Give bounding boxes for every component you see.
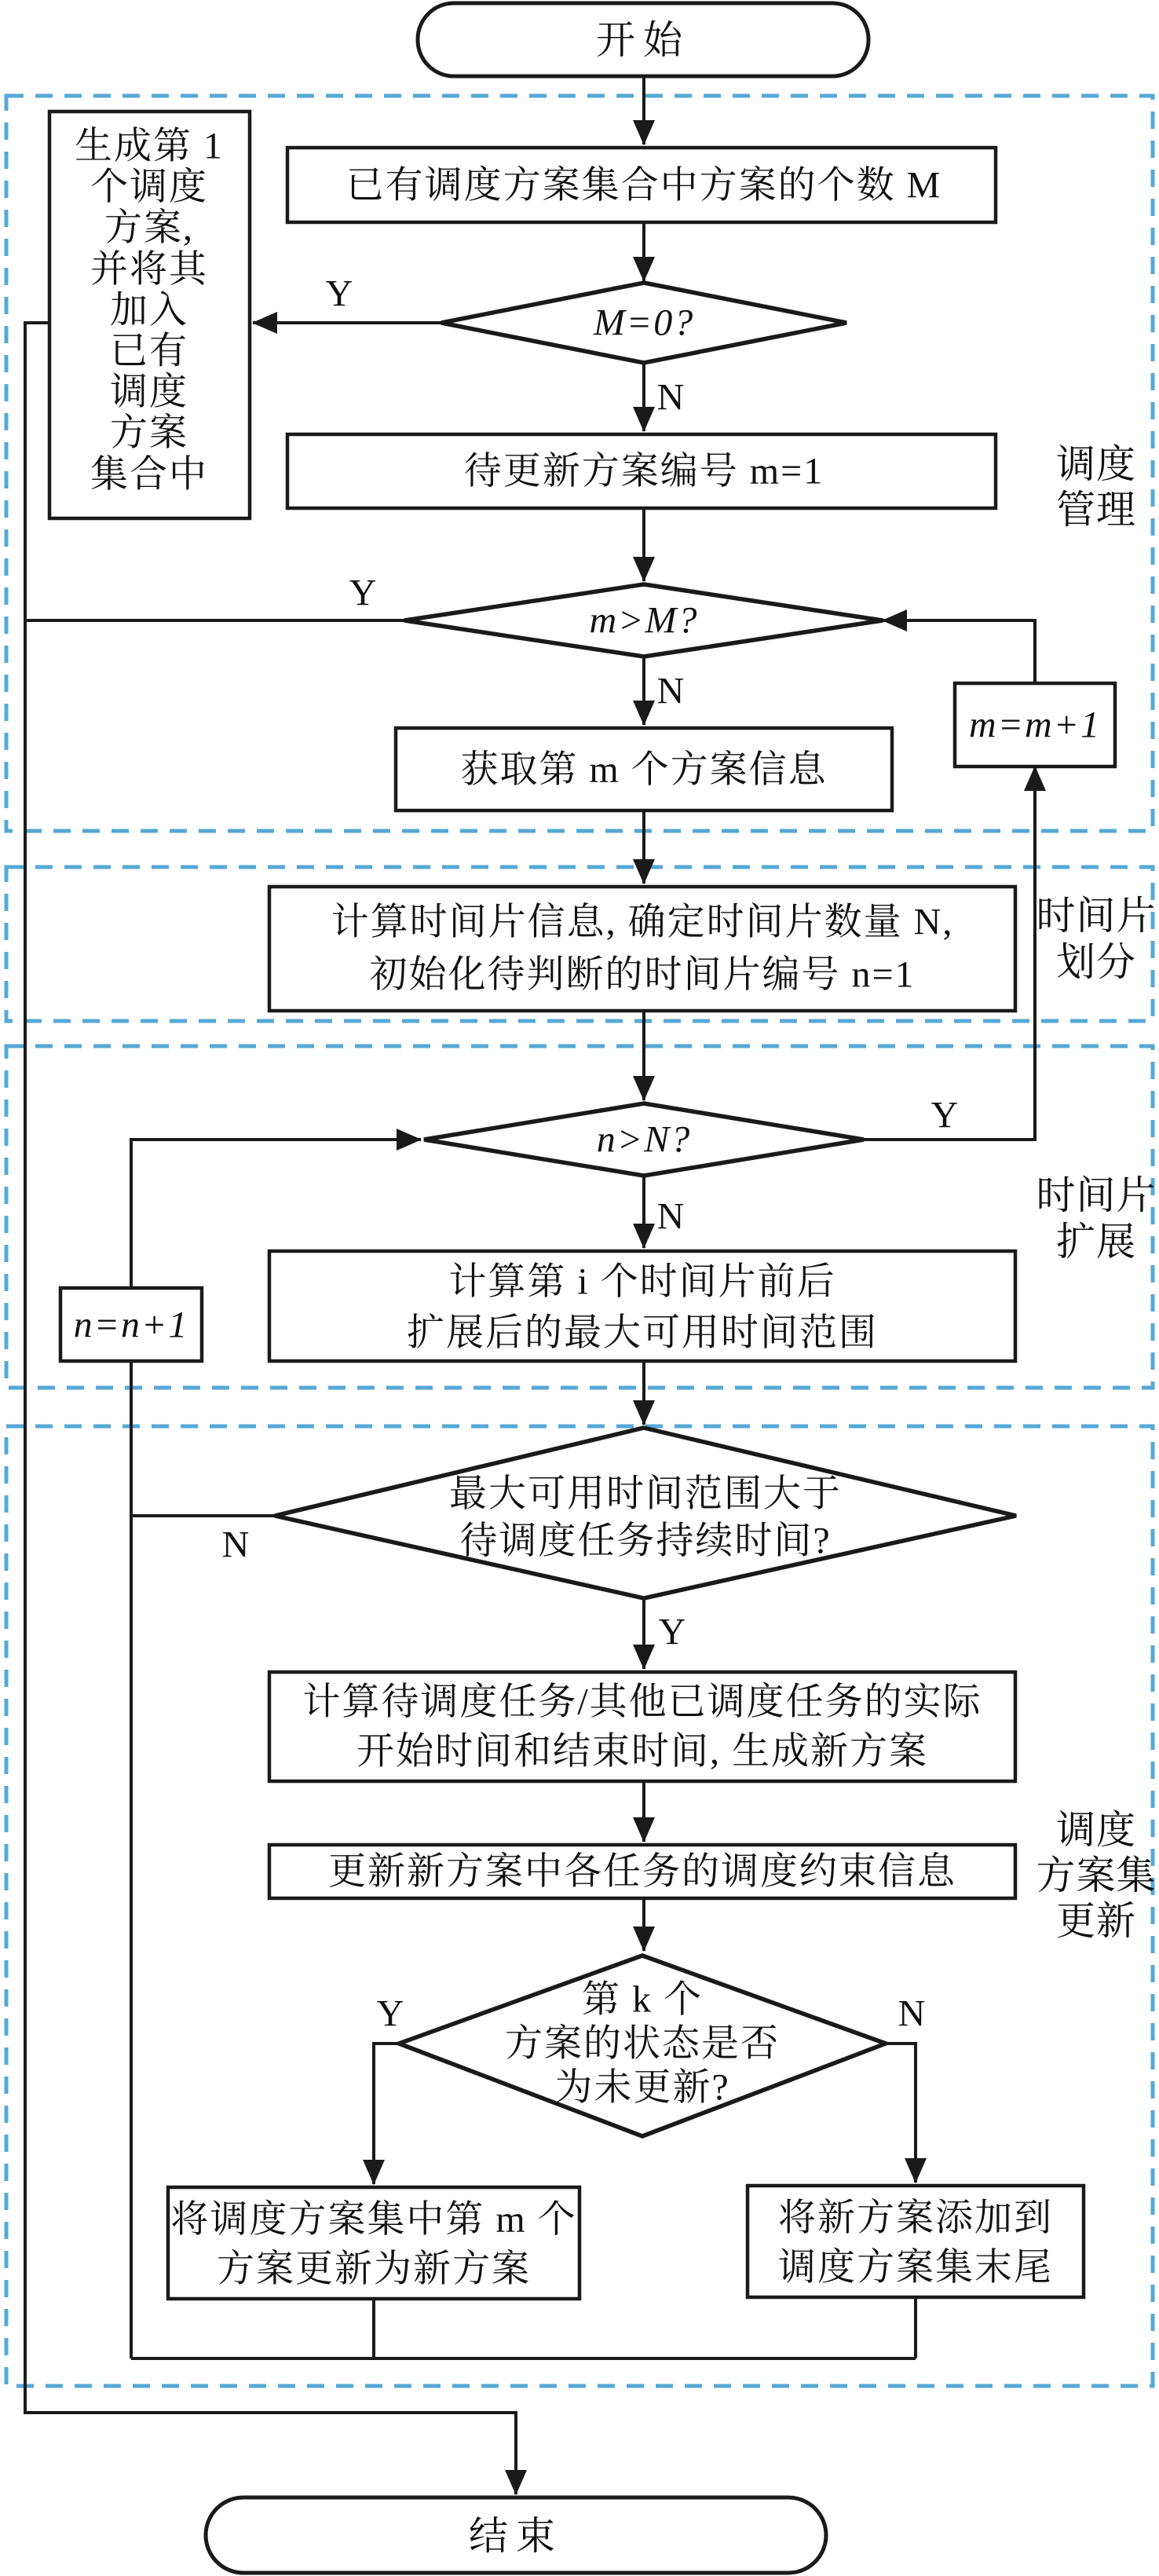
m0-diamond-label: M=0? <box>593 302 695 344</box>
svg-text:为未更新?: 为未更新? <box>554 2066 730 2109</box>
start-label: 开始 <box>596 18 690 62</box>
svg-text:将新方案添加到: 将新方案添加到 <box>777 2197 1054 2239</box>
svg-text:并将其: 并将其 <box>90 248 209 291</box>
get-box-label: 获取第 m 个方案信息 <box>460 748 828 791</box>
edge-label-m0-no: N <box>656 376 685 419</box>
edge-label-range-yes: Y <box>658 1611 686 1653</box>
section-label-time-slice-expansion <box>1037 1173 1157 1264</box>
section-label-scheduling-management <box>1056 442 1136 532</box>
svg-text:更新: 更新 <box>1056 1899 1136 1943</box>
end-label: 结束 <box>469 2514 563 2558</box>
svg-text:计算待调度任务/其他已调度任务的实际: 计算待调度任务/其他已调度任务的实际 <box>302 1681 982 1723</box>
edge-mm1-to-mM <box>883 620 1035 683</box>
svg-text:计算第 i 个时间片前后: 计算第 i 个时间片前后 <box>448 1261 836 1303</box>
svg-text:调度: 调度 <box>1056 1808 1136 1852</box>
svg-text:扩展后的最大可用时间范围: 扩展后的最大可用时间范围 <box>406 1312 879 1354</box>
edge-generate-to-end <box>25 323 516 2494</box>
section-labels <box>1037 442 1157 1943</box>
svg-text:方案集: 方案集 <box>1036 1853 1157 1897</box>
nn1-box-label: n=n+1 <box>73 1304 189 1346</box>
svg-text:第 k 个: 第 k 个 <box>581 1978 704 2021</box>
svg-text:个调度: 个调度 <box>90 166 209 208</box>
svg-text:方案,: 方案, <box>104 207 195 249</box>
svg-text:管理: 管理 <box>1056 488 1136 532</box>
nN-diamond-label: n>N? <box>596 1118 692 1161</box>
edge-label-nN-no: N <box>656 1195 685 1238</box>
edge-merge-to-feedback <box>131 2297 916 2358</box>
edge-label-k-yes: Y <box>376 1992 404 2035</box>
svg-text:扩展: 扩展 <box>1056 1220 1136 1264</box>
edge-label-range-no: N <box>221 1524 250 1566</box>
edge-k-no <box>886 2044 916 2183</box>
svg-text:已有: 已有 <box>109 330 189 372</box>
mM-diamond-label: m>M? <box>589 599 699 642</box>
svg-text:方案的状态是否: 方案的状态是否 <box>504 2022 781 2065</box>
svg-text:将调度方案集中第 m 个: 将调度方案集中第 m 个 <box>170 2198 577 2241</box>
svg-text:方案更新为新方案: 方案更新为新方案 <box>216 2248 532 2290</box>
mm1-box-label: m=m+1 <box>968 704 1102 746</box>
constraint-box-label: 更新新方案中各任务的调度约束信息 <box>327 1850 957 1893</box>
edge-label-m0-yes: Y <box>325 273 353 315</box>
svg-text:时间片: 时间片 <box>1036 1173 1157 1217</box>
svg-text:调度: 调度 <box>1056 442 1136 486</box>
svg-text:划分: 划分 <box>1056 940 1136 984</box>
svg-text:集合中: 集合中 <box>90 453 209 496</box>
count-box-label: 已有调度方案集合中方案的个数 M <box>346 164 942 207</box>
svg-text:最大可用时间范围大于: 最大可用时间范围大于 <box>448 1473 843 1515</box>
svg-text:方案: 方案 <box>109 412 189 454</box>
svg-text:待调度任务持续时间?: 待调度任务持续时间? <box>459 1520 832 1562</box>
svg-text:加入: 加入 <box>109 289 189 331</box>
svg-text:时间片: 时间片 <box>1036 894 1157 938</box>
edge-label-nN-yes: Y <box>930 1094 959 1136</box>
svg-text:调度: 调度 <box>109 371 189 413</box>
edge-label-k-no: N <box>898 1992 926 2035</box>
m1-box-label: 待更新方案编号 m=1 <box>463 450 824 492</box>
svg-text:调度方案集末尾: 调度方案集末尾 <box>777 2246 1054 2289</box>
edge-label-mM-yes: Y <box>349 572 377 614</box>
svg-text:开始时间和结束时间, 生成新方案: 开始时间和结束时间, 生成新方案 <box>356 1730 929 1773</box>
section-label-time-slice-division <box>1037 894 1157 984</box>
edge-k-yes <box>374 2044 399 2184</box>
edge-label-mM-no: N <box>656 670 685 712</box>
svg-text:生成第 1: 生成第 1 <box>74 125 225 167</box>
nodes <box>49 3 1115 2573</box>
svg-text:计算时间片信息, 确定时间片数量 N,: 计算时间片信息, 确定时间片数量 N, <box>331 901 954 943</box>
section-label-plan-set-update <box>1037 1808 1157 1943</box>
svg-text:初始化待判断的时间片编号 n=1: 初始化待判断的时间片编号 n=1 <box>369 953 916 996</box>
